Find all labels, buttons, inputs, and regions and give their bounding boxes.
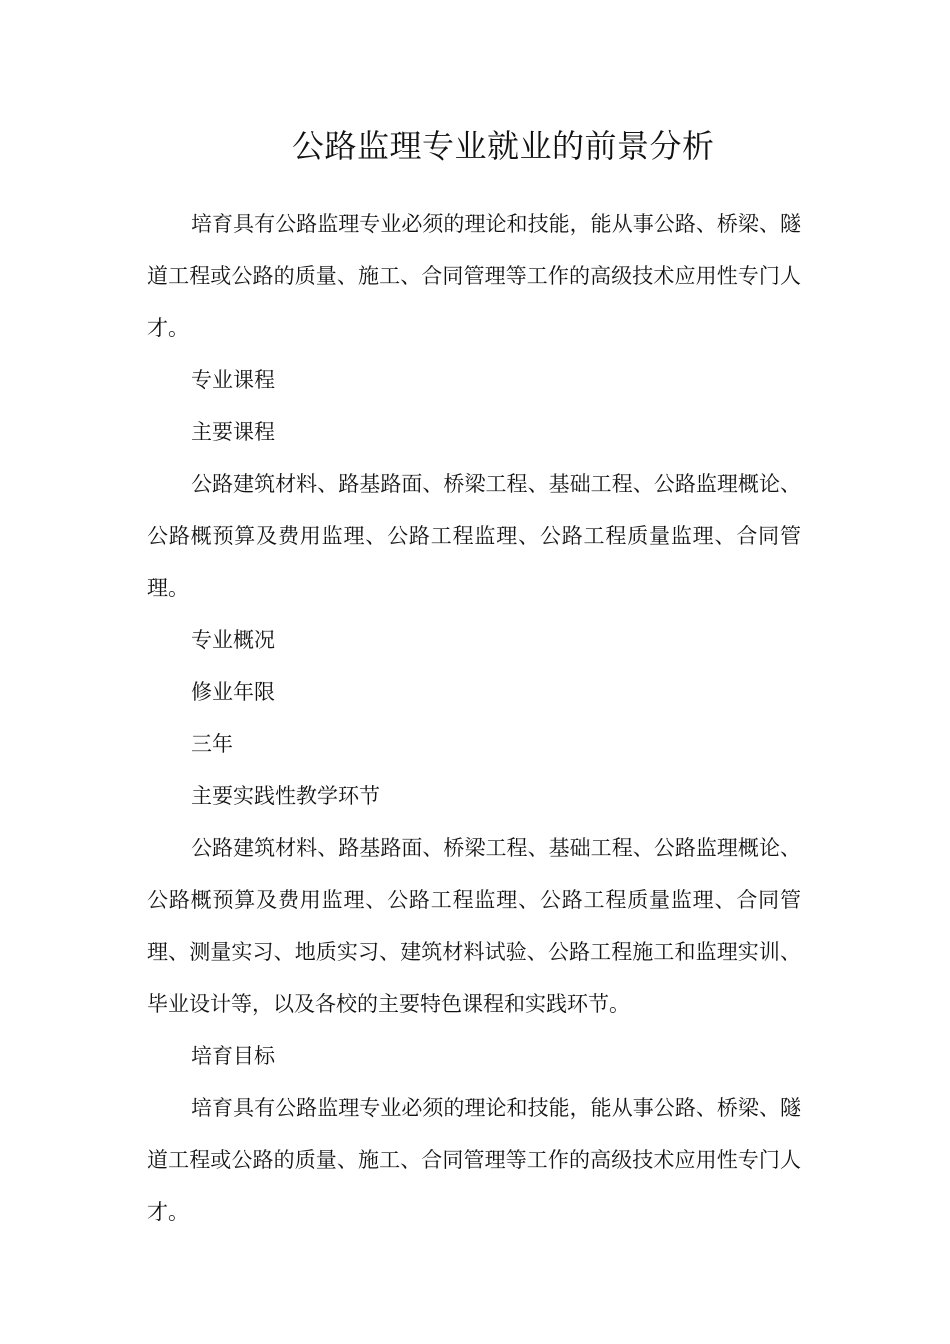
document-title: 公路监理专业就业的前景分析 [292, 127, 715, 165]
paragraph-training-objective: 培育具有公路监理专业必须的理论和技能，能从事公路、桥梁、隧道工程或公路的质量、施工、合同管理等工作的高级技术应用性专门人才。 [147, 1096, 801, 1224]
paragraph-practice-links-list: 公路建筑材料、路基路面、桥梁工程、基础工程、公路监理概论、公路概预算及费用监理、公路工程监理、公路工程质量监理、合同管理、测量实习、地质实习、建筑材料试验、公路工程施工和监理实训、毕业设计等，以及各校的主要特色课程和实践环节。 [147, 836, 801, 1016]
heading-training-objective: 培育目标 [191, 1044, 275, 1068]
heading-main-courses: 主要课程 [191, 420, 275, 444]
paragraph-study-duration-value: 三年 [191, 732, 233, 756]
heading-study-duration: 修业年限 [191, 680, 275, 704]
document-body [147, 118, 801, 1238]
heading-professional-courses: 专业课程 [191, 368, 275, 392]
heading-practice-links: 主要实践性教学环节 [191, 784, 380, 808]
paragraph-main-courses-list: 公路建筑材料、路基路面、桥梁工程、基础工程、公路监理概论、公路概预算及费用监理、公路工程监理、公路工程质量监理、合同管理。 [147, 472, 801, 600]
heading-professional-overview: 专业概况 [191, 628, 275, 652]
paragraph-objective-intro: 培育具有公路监理专业必须的理论和技能，能从事公路、桥梁、隧道工程或公路的质量、施工、合同管理等工作的高级技术应用性专门人才。 [147, 212, 801, 340]
